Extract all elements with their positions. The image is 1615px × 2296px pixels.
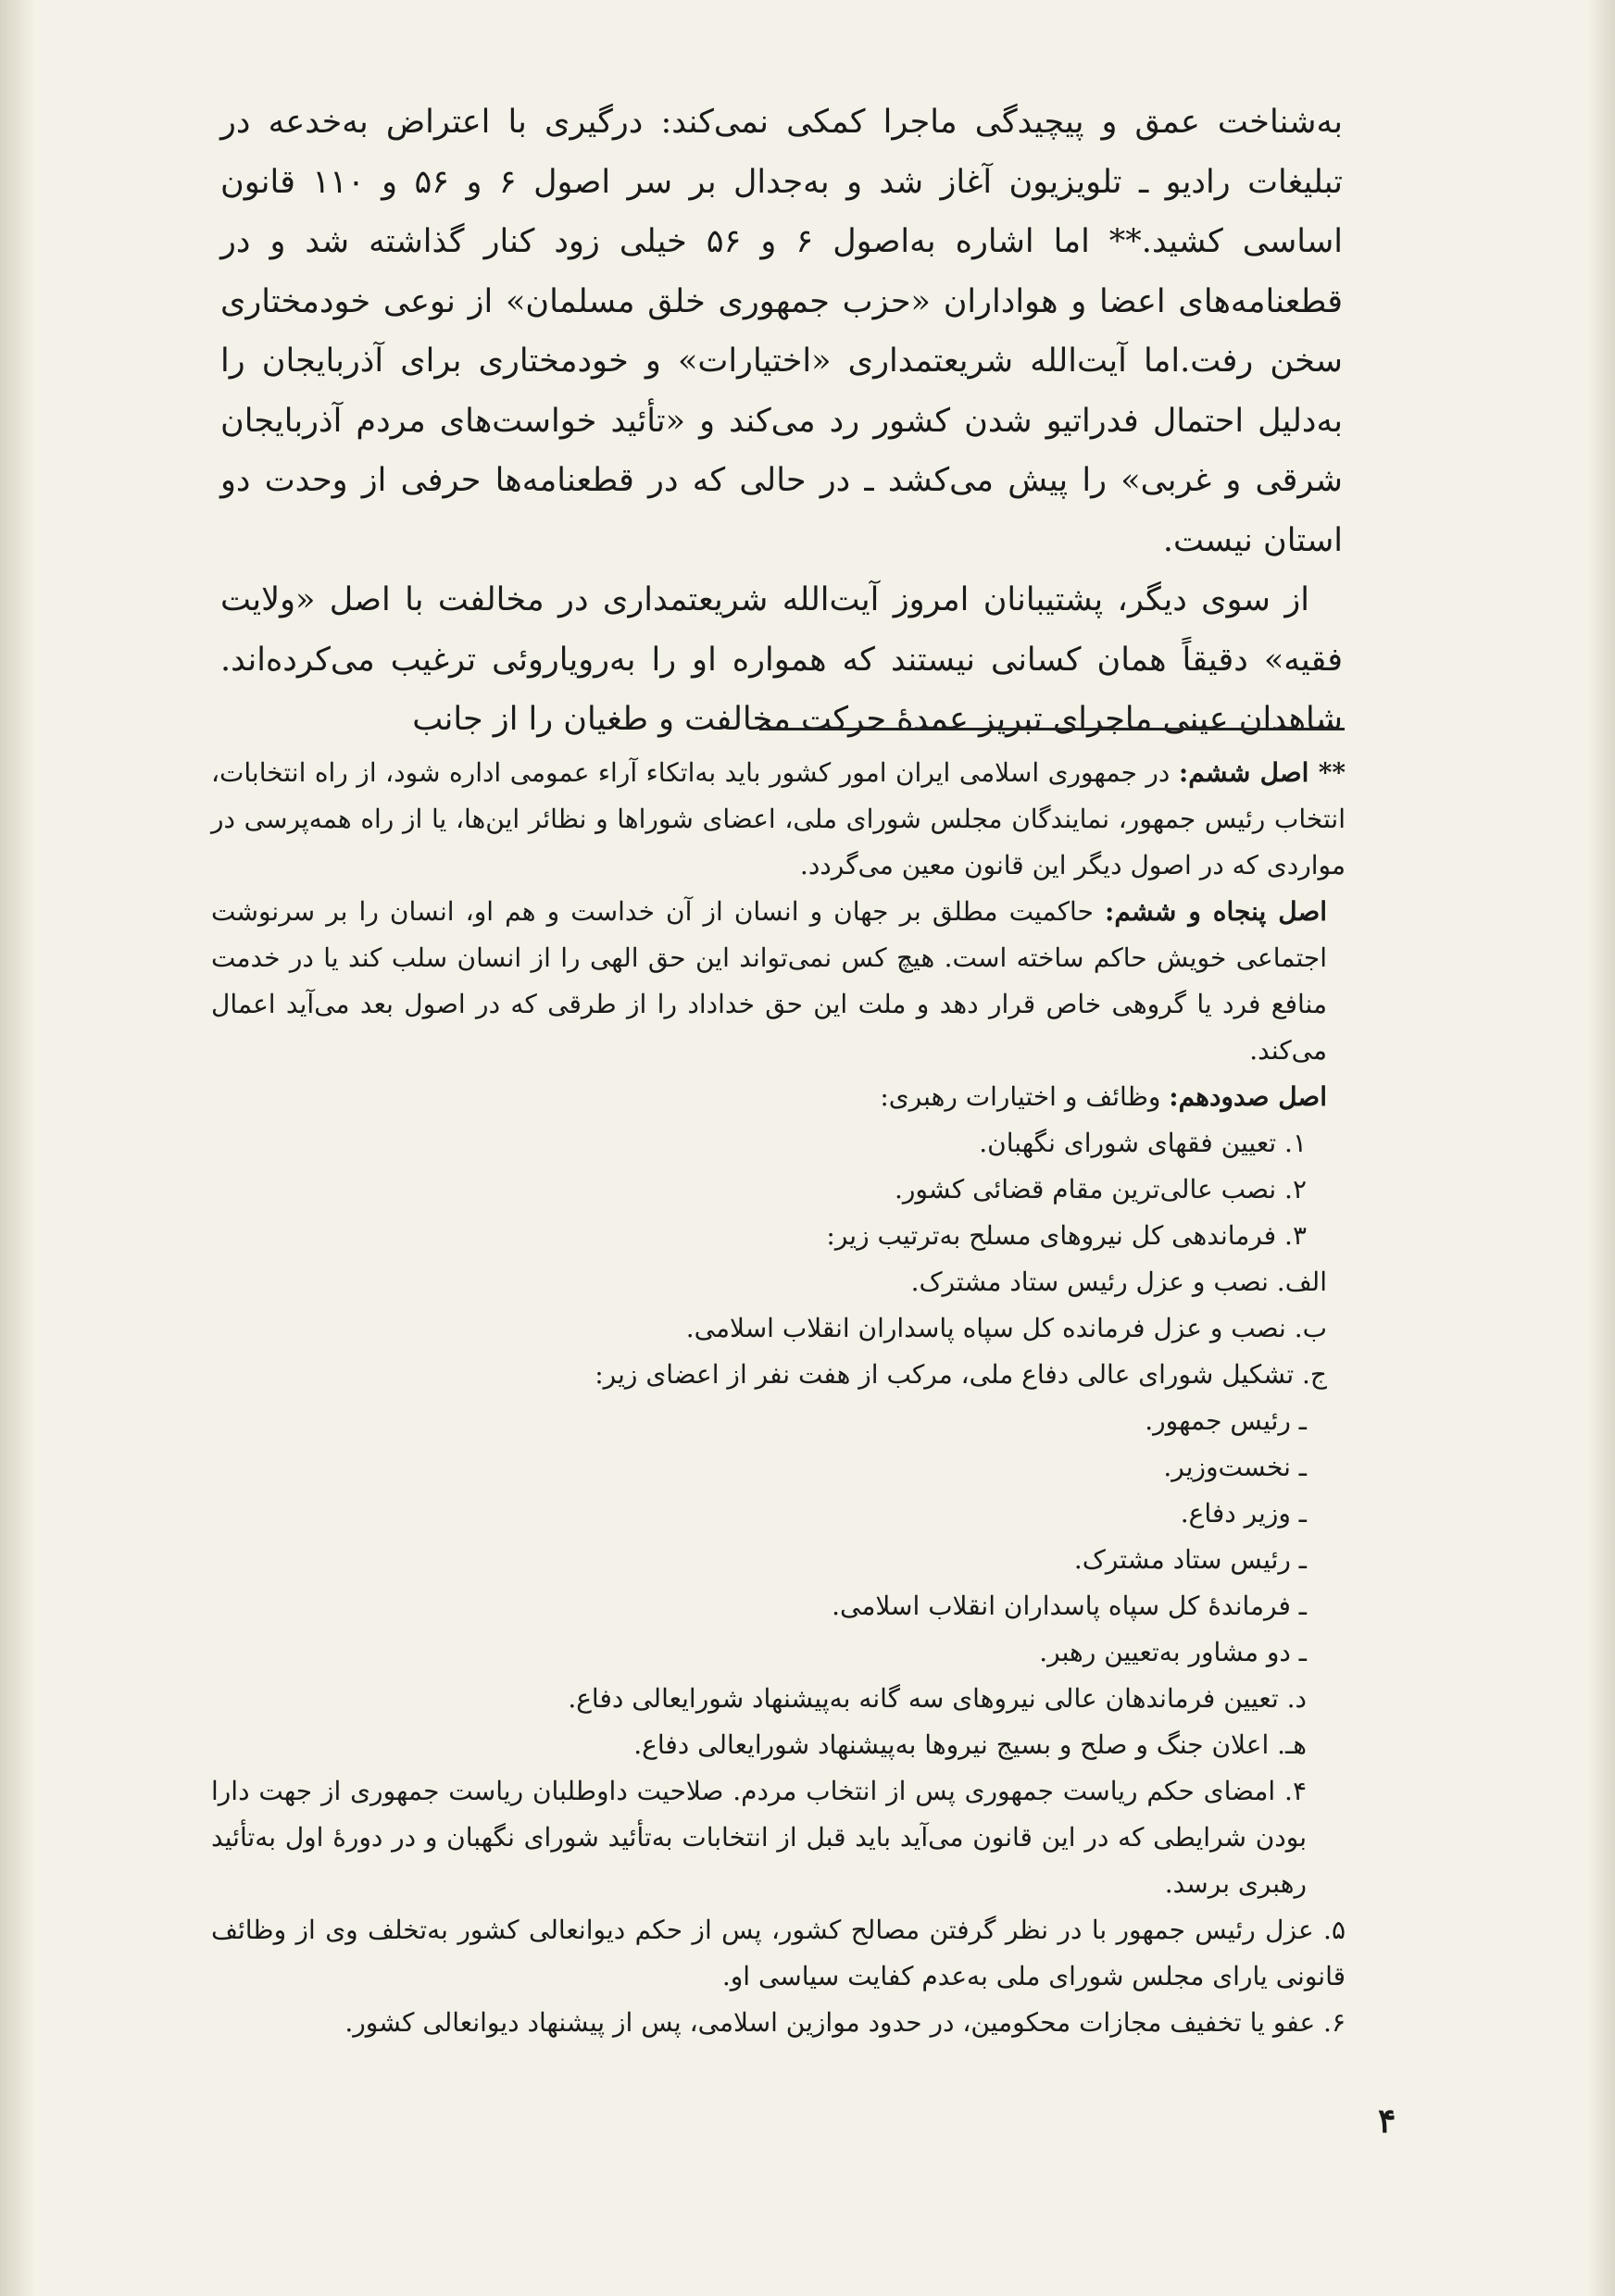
principle-110-title: اصل صدودهم: (1169, 1081, 1327, 1112)
member-item: ـ رئیس جمهور. (1145, 1405, 1307, 1436)
member-item: ـ وزیر دفاع. (1180, 1498, 1307, 1529)
principle-56-text: حاکمیت مطلق بر جهان و انسان از آن خداست و هم او، انسان را بر سرنوشت اجتماعی خویش حاکم ساخته است. هیچ کس نمی‌تواند این حق الهی را از انسان سلب کند یا در خدمت منافع فرد یا گروهی خاص قرار دهد و ملت این حق خداداد را از طرقی که در اصول بعد می‌آید اعمال می‌کند. (211, 896, 1327, 1066)
member-item: ـ دو مشاور به‌تعیین رهبر. (1039, 1637, 1307, 1667)
footnote-principle-110 (211, 1074, 1346, 1120)
member-item: ـ رئیس ستاد مشترک. (1073, 1544, 1307, 1575)
main-paragraph-2: از سوی دیگر، پشتیبانان امروز آیت‌الله شریعتمداری در مخالفت با اصل «ولایت فقیه» دقیقاً همان کسانی نیستند که همواره او را به‌رویاروئی ترغیب می‌کرده‌اند. شاهدان عینی ماجرای تبریز عمدهٔ حرکت مخالفت و طغیان را از جانب (220, 581, 1343, 738)
list-subitem: د. تعیین فرماندهان عالی نیروهای سه گانه به‌پیشنهاد شورایعالی دفاع. (568, 1683, 1307, 1714)
footnotes (211, 750, 1346, 2046)
list-item: ۳. فرماندهی کل نیروهای مسلح به‌ترتیب زیر: (826, 1220, 1307, 1251)
list-item: ۴. امضای حکم ریاست جمهوری پس از انتخاب مردم. صلاحیت داوطلبان ریاست جمهوری از جهت دارا بودن شرایطی که در این قانون می‌آید باید قبل از انتخابات به‌تأئید شورای نگهبان و در دورهٔ اول به‌تأئید رهبری برسد. (211, 1776, 1307, 1899)
list-subitem: ج. تشکیل شورای عالی دفاع ملی، مرکب از هفت نفر از اعضای زیر: (595, 1359, 1327, 1390)
list-subitem: ب. نصب و عزل فرمانده کل سپاه پاسداران انقلاب اسلامی. (685, 1313, 1327, 1343)
list-item: ۱. تعیین فقهای شورای نگهبان. (979, 1128, 1307, 1158)
principle-6-title: ** اصل ششم: (1178, 757, 1346, 788)
principle-110-text: وظائف و اختیارات رهبری: (880, 1081, 1170, 1112)
list-subitem: هـ. اعلان جنگ و صلح و بسیج نیروها به‌پیشنهاد شورایعالی دفاع. (633, 1729, 1307, 1760)
main-text (220, 93, 1343, 750)
page-edge-right (1587, 0, 1615, 2296)
list-subitem: الف. نصب و عزل رئیس ستاد مشترک. (910, 1267, 1327, 1297)
list-item: ۶. عفو یا تخفیف مجازات محکومین، در حدود موازین اسلامی، پس از پیشنهاد دیوانعالی کشور. (344, 2007, 1346, 2038)
principle-6-text: در جمهوری اسلامی ایران امور کشور باید به‌اتکاء آراء عمومی اداره شود، از راه انتخابات، انتخاب رئیس جمهور، نمایندگان مجلس شورای ملی، اعضای شوراها و نظائر این‌ها، یا از راه همه‌پرسی در مواردی که در اصول دیگر این قانون معین می‌گردد. (211, 757, 1346, 880)
page-edge-left (0, 0, 35, 2296)
footnote-principle-56 (211, 889, 1346, 1074)
page-number: ۴ (1378, 2102, 1396, 2140)
list-item: ۲. نصب عالی‌ترین مقام قضائی کشور. (894, 1174, 1307, 1204)
list-item: ۵. عزل رئیس جمهور با در نظر گرفتن مصالح کشور، پس از حکم دیوانعالی کشور به‌تخلف وی از وظائف قانونی یارای مجلس شورای ملی به‌عدم کفایت سیاسی او. (211, 1915, 1346, 1991)
footnote-principle-6 (211, 750, 1346, 889)
member-item: ـ فرماندهٔ کل سپاه پاسداران انقلاب اسلامی. (832, 1591, 1307, 1621)
main-paragraph-1: به‌شناخت عمق و پیچیدگی ماجرا کمکی نمی‌کند: درگیری با اعتراض به‌خدعه در تبلیغات رادیو ـ تلویزیون آغاز شد و به‌جدال بر سر اصول ۶ و ۵۶ و ۱۱۰ قانون اساسی کشید.** اما اشاره به‌اصول ۶ و ۵۶ خیلی زود کنار گذاشته شد و در قطعنامه‌های اعضا و هواداران «حزب جمهوری خلق مسلمان» از نوعی خودمختاری سخن رفت.اما آیت‌الله شریعتمداری «اختیارات» و خودمختاری برای آذربایجان را به‌دلیل احتمال فدراتیو شدن کشور رد می‌کند و «تأئید خواست‌های مردم آذربایجان شرقی و غربی» را پیش می‌کشد ـ در حالی که در قطعنامه‌ها حرفی از وحدت دو استان نیست. (220, 104, 1344, 559)
principle-56-title: اصل پنجاه و ششم: (1104, 896, 1328, 927)
footnote-separator (759, 728, 1345, 730)
member-item: ـ نخست‌وزیر. (1163, 1452, 1307, 1482)
